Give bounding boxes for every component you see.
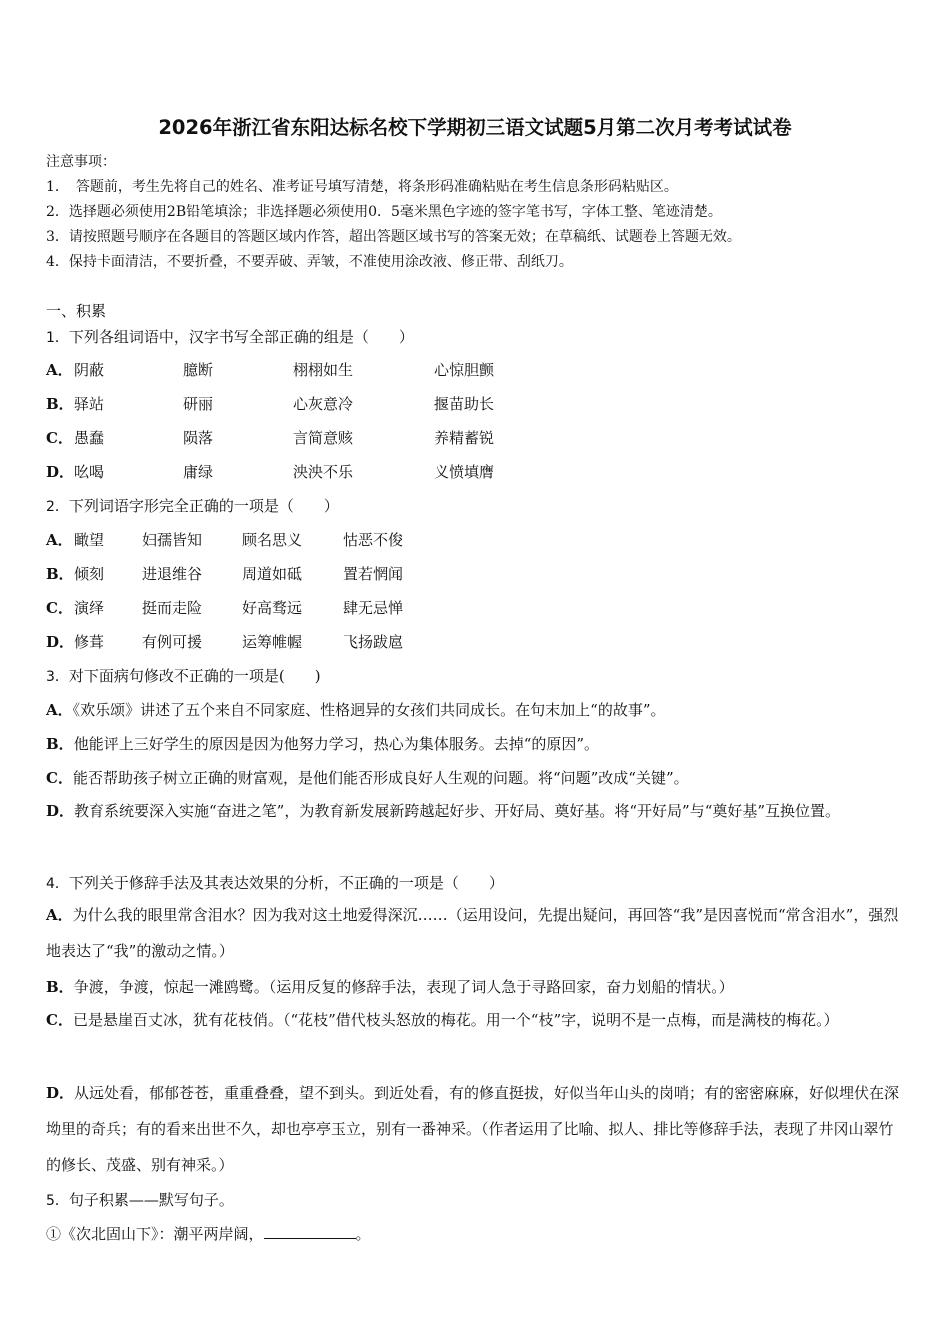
- option-word: 栩栩如生: [293, 361, 354, 379]
- option-word: 揠苗助长: [434, 395, 495, 413]
- option-word: 吆喝: [74, 463, 105, 481]
- fill-in-item: [46, 1224, 371, 1244]
- option-label: B．: [46, 565, 74, 583]
- option-word: 养精蓄锐: [434, 429, 495, 447]
- option-word: 挺而走险: [142, 599, 203, 617]
- option-line: [46, 768, 689, 788]
- option-word: 置若惘闻: [343, 565, 404, 583]
- question-1-stem: [46, 327, 414, 348]
- option-word: 心惊胆颤: [434, 361, 495, 379]
- option-label: D．: [46, 633, 75, 651]
- option-label: B．: [46, 978, 74, 996]
- option-text: 为什么我的眼里常含泪水？因为我对这土地爱得深沉……（运用设问，先提出疑问，再回答“我”是因喜悦而“常含泪水”，强烈地表达了“我”的激动之情。）: [46, 906, 899, 960]
- option-label: C．: [46, 429, 73, 447]
- question-3-stem: [46, 666, 321, 687]
- option-text: 能否帮助孩子树立正确的财富观，是他们能否形成良好人生观的问题。将“问题”改成“关键”。: [72, 769, 689, 787]
- option-word: 倾刻: [74, 565, 105, 583]
- fill-in-end: 。: [355, 1225, 371, 1243]
- option-label: C．: [46, 769, 73, 787]
- option-text: 争渡，争渡，惊起一滩鸥鹭。（运用反复的修辞手法，表现了词人急于寻路回家，奋力划船的情状。）: [73, 978, 734, 996]
- question-text: 下列各组词语中，汉字书写全部正确的组是（ ）: [68, 328, 414, 346]
- option-line: [46, 1002, 908, 1038]
- section-heading: 一、积累: [46, 302, 107, 320]
- option-word: 飞扬跋扈: [343, 633, 404, 651]
- notice-item: 3．请按照题号顺序在各题目的答题区域内作答，超出答题区域书写的答案无效；在草稿纸、试题卷上答题无效。: [46, 229, 741, 245]
- option-label: D．: [46, 1084, 75, 1102]
- option-text: 他能评上三好学生的原因是因为他努力学习，热心为集体服务。去掉“的原因”。: [73, 735, 600, 753]
- option-label: A．: [46, 361, 73, 379]
- option-word: 修葺: [74, 633, 105, 651]
- option-word: 研丽: [183, 395, 214, 413]
- option-text: 从远处看，郁郁苍苍，重重叠叠，望不到头。到近处看，有的修直挺拔，好似当年山头的岗哨；有的密密麻麻，好似埋伏在深坳里的奇兵；有的看来出世不久，却也亭亭玉立，别有一番神采。（作者运用了比喻、拟人、排比等修辞手法，表现了井冈山翠竹的修长、茂盛、别有神采。）: [46, 1084, 900, 1174]
- option-label: A．: [46, 906, 73, 924]
- option-word: 心灰意冷: [293, 395, 354, 413]
- option-word: 庸绿: [183, 463, 214, 481]
- notice-item: 2．选择题必须使用2B铅笔填涂；非选择题必须使用0．5毫米黑色字迹的签字笔书写，字体工整、笔迹清楚。: [46, 204, 722, 220]
- question-5-stem: [46, 1190, 234, 1211]
- option-word: 好高骛远: [242, 599, 303, 617]
- option-label: A．: [46, 531, 73, 549]
- notice-heading: 注意事项：: [46, 154, 116, 170]
- option-word: 陨落: [183, 429, 214, 447]
- question-text: 句子积累——默写句子。: [68, 1191, 234, 1209]
- option-word: 妇孺皆知: [142, 531, 203, 549]
- option-word: 愚蠢: [74, 429, 105, 447]
- option-label: B．: [46, 735, 74, 753]
- option-word: 怙恶不俊: [343, 531, 404, 549]
- option-line: [46, 977, 734, 997]
- option-label: C．: [46, 599, 73, 617]
- option-word: 顾名思义: [242, 531, 303, 549]
- option-text: 教育系统要深入实施“奋进之笔”，为教育新发展新跨越起好步、开好局、奠好基。将“开好局”与“奠好基”互换位置。: [74, 802, 841, 820]
- option-label: C．: [46, 1011, 73, 1029]
- answer-blank[interactable]: [264, 1224, 356, 1239]
- option-label: A．: [46, 701, 73, 719]
- option-word: 周道如砥: [242, 565, 303, 583]
- page-title: 2026年浙江省东阳达标名校下学期初三语文试题5月第二次月考考试试卷: [158, 116, 792, 139]
- question-number: 4．: [46, 876, 69, 892]
- option-line: [46, 734, 599, 754]
- question-4-stem: [46, 873, 504, 894]
- notice-item: 4．保持卡面清洁，不要折叠，不要弄破、弄皱，不准使用涂改液、修正带、刮纸刀。: [46, 254, 573, 270]
- question-number: 1．: [46, 330, 69, 346]
- option-text: 《欢乐颂》讲述了五个来自不同家庭、性格迥异的女孩们共同成长。在句末加上“的故事”。: [72, 701, 666, 719]
- option-line: [46, 793, 908, 829]
- option-label: D．: [46, 802, 75, 820]
- option-word: 肆无忌惮: [343, 599, 404, 617]
- option-word: 有例可援: [142, 633, 203, 651]
- option-word: 泱泱不乐: [293, 463, 354, 481]
- option-word: 运筹帷幄: [242, 633, 303, 651]
- question-number: 3．: [46, 669, 69, 685]
- notice-item: 1． 答题前，考生先将自己的姓名、准考证号填写清楚，将条形码准确粘贴在考生信息条形码粘贴区。: [46, 179, 678, 195]
- option-text: 已是悬崖百丈冰，犹有花枝俏。（“花枝”借代枝头怒放的梅花。用一个“枝”字，说明不是一点梅，而是满枝的梅花。）: [72, 1011, 839, 1029]
- question-number: 5．: [46, 1193, 69, 1209]
- question-text: 对下面病句修改不正确的一项是( ): [68, 667, 321, 685]
- option-line: [46, 1075, 908, 1183]
- option-word: 演绎: [74, 599, 105, 617]
- question-text: 下列词语字形完全正确的一项是（ ）: [68, 497, 339, 515]
- option-word: 义愤填膺: [434, 463, 495, 481]
- option-label: B．: [46, 395, 74, 413]
- question-text: 下列关于修辞手法及其表达效果的分析，不正确的一项是（ ）: [68, 874, 504, 892]
- option-word: 瞰望: [74, 531, 105, 549]
- option-word: 阴蔽: [74, 361, 105, 379]
- option-word: 臆断: [183, 361, 214, 379]
- option-word: 言简意赅: [293, 429, 354, 447]
- question-2-stem: [46, 496, 339, 517]
- option-word: 驿站: [74, 395, 105, 413]
- question-number: 2．: [46, 499, 69, 515]
- option-word: 进退维谷: [142, 565, 203, 583]
- option-line: [46, 897, 908, 969]
- option-label: D．: [46, 463, 75, 481]
- fill-in-prompt: ①《次北固山下》：潮平两岸阔，: [46, 1225, 264, 1243]
- option-line: [46, 700, 665, 720]
